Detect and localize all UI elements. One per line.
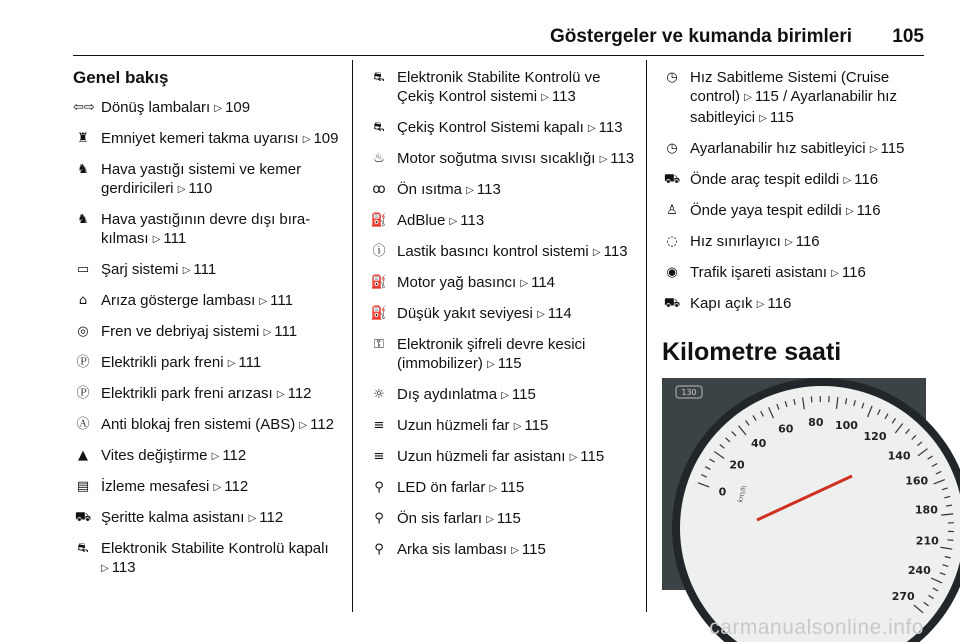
index-entry[interactable] (662, 170, 937, 191)
indicator-icon: ⛐ (373, 120, 385, 135)
indicator-icon: ▭ (76, 262, 90, 277)
page-reference[interactable]: ▷ 112 (299, 416, 334, 433)
entry-text: Uzun hüzmeli far (397, 417, 510, 434)
index-entry[interactable] (369, 180, 637, 201)
column-1 (73, 60, 341, 589)
entry-text: Şarj sistemi (101, 261, 179, 278)
index-entry[interactable] (73, 539, 341, 579)
column-2 (369, 68, 637, 571)
index-entry[interactable] (369, 447, 637, 468)
indicator-icon: ⛟ (663, 296, 681, 311)
indicator-icon: ⛟ (663, 172, 681, 187)
indicator-icon: Ⓟ (76, 355, 90, 370)
page-number: 105 (892, 26, 924, 47)
indicator-icon: Ⓐ (76, 417, 90, 432)
index-entry[interactable] (369, 385, 637, 406)
page-reference[interactable]: ▷ 114 (537, 305, 572, 322)
speedometer-label: 40 (751, 436, 767, 450)
page-reference[interactable]: ▷ 115 (514, 417, 549, 434)
page-reference[interactable]: ▷ 113 (101, 559, 136, 576)
index-entry[interactable] (662, 201, 937, 222)
page-reference[interactable]: ▷ 115 (759, 109, 794, 126)
page-reference[interactable]: ▷ 111 (264, 323, 298, 340)
index-entry[interactable] (73, 384, 341, 405)
indicator-icon: ◎ (77, 324, 89, 339)
entry-text: Şeritte kalma asistanı (101, 509, 245, 526)
indicator-icon: ♙ (666, 203, 678, 218)
indicator-icon: ☼ (373, 387, 385, 402)
entry-text: AdBlue (397, 212, 446, 229)
page-reference[interactable]: ▷ 116 (757, 295, 792, 312)
indicator-icon: ⛽ (370, 306, 388, 321)
section-heading-speedometer: Kilometre saati (662, 338, 842, 366)
speedometer-label: 180 (914, 503, 938, 517)
entry-text: Elektronik Stabilite Kontrolü ve Çekiş Kontrol sistemi (397, 69, 601, 105)
page-reference[interactable]: ▷ 110 (178, 180, 213, 197)
indicator-icon: ⛐ (77, 541, 89, 556)
index-entry[interactable] (369, 335, 637, 375)
indicator-icon: ♞ (77, 212, 89, 227)
indicator-icon: ꝏ (372, 182, 386, 197)
entry-text: Çekiş Kontrol Sistemi kapalı (397, 119, 584, 136)
speedometer-label: 80 (808, 416, 824, 430)
index-entry[interactable] (73, 129, 341, 150)
page-reference[interactable]: ▷ 115 (486, 510, 521, 527)
page-reference[interactable]: ▷ 116 (843, 171, 878, 188)
entry-text: Dış aydınlatma (397, 386, 498, 403)
page-reference[interactable]: ▷ 112 (214, 478, 249, 495)
indicator-icon: Ⓟ (76, 386, 90, 401)
index-entry[interactable] (369, 304, 637, 325)
entry-text: Önde yaya tespit edildi (690, 202, 842, 219)
entry-text: Vites değiştirme (101, 447, 208, 464)
index-entry[interactable] (73, 260, 341, 281)
page-reference[interactable]: ▷ 116 (831, 264, 866, 281)
index-entry[interactable] (369, 416, 637, 437)
page-reference[interactable]: ▷ 115 (870, 140, 905, 157)
index-entry[interactable] (73, 291, 341, 312)
speedometer-label: 160 (905, 474, 929, 488)
entry-text: Uzun hüzmeli far asistanı (397, 448, 566, 465)
speedometer-label: 0 (718, 485, 727, 499)
entry-text: Elektrikli park freni (101, 354, 224, 371)
speed-limit-badge: 130 (681, 388, 697, 397)
entry-text: Elektronik şifreli devre kesici (immobilizer) (397, 336, 586, 372)
index-entry[interactable] (73, 322, 341, 343)
indicator-icon: ◷ (666, 70, 678, 85)
page-reference[interactable]: ▷ 115 (511, 541, 546, 558)
index-entry[interactable] (369, 118, 637, 139)
page-reference[interactable]: ▷ 112 (277, 385, 312, 402)
page-reference[interactable]: ▷ 111 (153, 230, 187, 247)
index-entry[interactable] (73, 160, 341, 200)
page-reference[interactable]: ▷ 111 (183, 261, 217, 278)
page-reference[interactable]: ▷ 115 (744, 88, 779, 105)
entry-text: Hız sınırlayıcı (690, 233, 781, 250)
speed-unit: km/h (736, 484, 749, 504)
entry-text: LED ön farlar (397, 479, 486, 496)
indicator-icon: ⛟ (74, 510, 92, 525)
index-entry[interactable] (73, 446, 341, 467)
indicator-icon: ⌂ (78, 293, 88, 308)
page-reference[interactable]: ▷ 116 (846, 202, 881, 219)
indicator-icon: ◉ (666, 265, 678, 280)
page-reference[interactable]: ▷ 116 (785, 233, 820, 250)
indicator-icon: ⛐ (373, 70, 385, 85)
speedometer-label: 270 (891, 590, 915, 604)
index-entry[interactable] (662, 139, 937, 160)
entry-text: İzleme mesafesi (101, 478, 210, 495)
page-reference[interactable]: ▷ 113 (600, 150, 635, 167)
indicator-icon: ⚲ (374, 480, 384, 495)
index-entry[interactable] (73, 508, 341, 529)
column-divider-2 (646, 60, 647, 612)
entry-text-extra: / Ayarlanabilir hız sabitleyici (690, 88, 897, 126)
page-reference[interactable]: ▷ 113 (466, 181, 501, 198)
header-rule (73, 55, 924, 56)
indicator-icon: ≡ (373, 449, 385, 464)
speedometer-label: 120 (863, 430, 887, 444)
speedometer-tick (947, 540, 953, 541)
entry-text: Lastik basıncı kontrol sistemi (397, 243, 589, 260)
entry-text: Ön ısıtma (397, 181, 463, 198)
index-entry[interactable] (73, 477, 341, 498)
entry-text: Motor yağ basıncı (397, 274, 517, 291)
entry-text: Hava yastığının devre dışı bıra-kılması (101, 211, 311, 247)
entry-text: Hava yastığı sistemi ve kemer gerdiricileri (101, 161, 302, 197)
indicator-icon: ▤ (76, 479, 90, 494)
entry-text: Dönüş lambaları (101, 99, 211, 116)
indicator-icon: ♞ (77, 162, 89, 177)
speedometer-label: 240 (907, 563, 931, 577)
indicator-icon: ♨ (373, 151, 385, 166)
page-reference[interactable]: ▷ 112 (212, 447, 247, 464)
index-entry[interactable] (73, 210, 341, 250)
entry-text: Hız Sabitleme Sistemi (Cruise control) (690, 69, 890, 105)
index-entry[interactable] (369, 211, 637, 232)
entry-text: Elektronik Stabilite Kontrolü kapalı (101, 540, 329, 557)
indicator-icon: ♜ (77, 131, 89, 146)
indicator-icon: ▲ (78, 448, 88, 463)
entry-text: Emniyet kemeri takma uyarısı (101, 130, 299, 147)
entry-text: Düşük yakıt seviyesi (397, 305, 533, 322)
speedometer-label: 20 (729, 458, 745, 472)
indicator-icon: ⚿ (374, 337, 384, 352)
page-reference[interactable]: ▷ 109 (214, 99, 250, 116)
page-reference[interactable]: ▷ 115 (501, 386, 536, 403)
indicator-icon: ≡ (373, 418, 385, 433)
entry-text: Anti blokaj fren sistemi (ABS) (101, 416, 296, 433)
speedometer-label: 210 (915, 534, 939, 548)
index-entry[interactable] (73, 353, 341, 374)
indicator-icon: ⛽ (370, 213, 388, 228)
index-entry[interactable] (369, 242, 637, 263)
index-entry[interactable] (662, 263, 937, 284)
section-heading-general: Genel bakış (73, 68, 169, 87)
entry-text: Arıza gösterge lambası (101, 292, 256, 309)
header-title: Göstergeler ve kumanda birimleri (549, 26, 852, 47)
entry-text: Arka sis lambası (397, 541, 508, 558)
indicator-icon: ◌ (666, 234, 678, 249)
column-3 (662, 68, 937, 325)
speedometer-label: 100 (834, 418, 858, 432)
index-entry[interactable] (369, 478, 637, 499)
indicator-icon: ⚲ (374, 511, 384, 526)
page-reference[interactable]: ▷ 111 (259, 292, 293, 309)
indicator-icon: ⛽ (370, 275, 388, 290)
index-entry[interactable] (369, 540, 637, 561)
index-entry[interactable] (369, 68, 637, 108)
indicator-icon: ⓘ (372, 244, 386, 259)
page-reference[interactable]: ▷ 113 (541, 88, 576, 105)
index-entry[interactable] (662, 294, 937, 315)
entry-text: Motor soğutma sıvısı sıcaklığı (397, 150, 596, 167)
indicator-icon: ⇦⇨ (73, 100, 95, 115)
page-header (0, 0, 960, 60)
page-reference[interactable]: ▷ 109 (303, 130, 339, 147)
entry-text: Önde araç tespit edildi (690, 171, 840, 188)
entry-text: Fren ve debriyaj sistemi (101, 323, 260, 340)
index-entry[interactable] (662, 232, 937, 253)
page-reference[interactable]: ▷ 115 (490, 479, 525, 496)
speedometer-image (662, 378, 939, 604)
speedometer-label: 140 (887, 449, 911, 463)
speedometer-label: 60 (778, 422, 794, 436)
page-reference[interactable]: ▷ 113 (593, 243, 628, 260)
indicator-icon: ◷ (666, 141, 678, 156)
page-reference[interactable]: ▷ 114 (520, 274, 555, 291)
index-entry[interactable] (369, 509, 637, 530)
entry-text: Elektrikli park freni arızası (101, 385, 273, 402)
column-divider-1 (352, 60, 353, 612)
page-reference[interactable]: ▷ 115 (570, 448, 605, 465)
entry-text: Ayarlanabilir hız sabitleyici (690, 140, 866, 157)
entry-text: Kapı açık (690, 295, 753, 312)
indicator-icon: ⚲ (374, 542, 384, 557)
index-entry[interactable] (73, 98, 341, 119)
index-entry[interactable] (73, 415, 341, 436)
page-reference[interactable]: ▷ 113 (450, 212, 485, 229)
index-entry[interactable] (369, 149, 637, 170)
watermark: carmanualsonline.info (709, 616, 924, 639)
page-reference[interactable]: ▷ 113 (588, 119, 623, 136)
entry-text: Trafik işareti asistanı (690, 264, 827, 281)
index-entry[interactable] (662, 68, 937, 129)
page-reference[interactable]: ▷ 111 (228, 354, 262, 371)
page-reference[interactable]: ▷ 112 (249, 509, 284, 526)
index-entry[interactable] (369, 273, 637, 294)
entry-text: Ön sis farları (397, 510, 483, 527)
page-reference[interactable]: ▷ 115 (487, 355, 522, 372)
